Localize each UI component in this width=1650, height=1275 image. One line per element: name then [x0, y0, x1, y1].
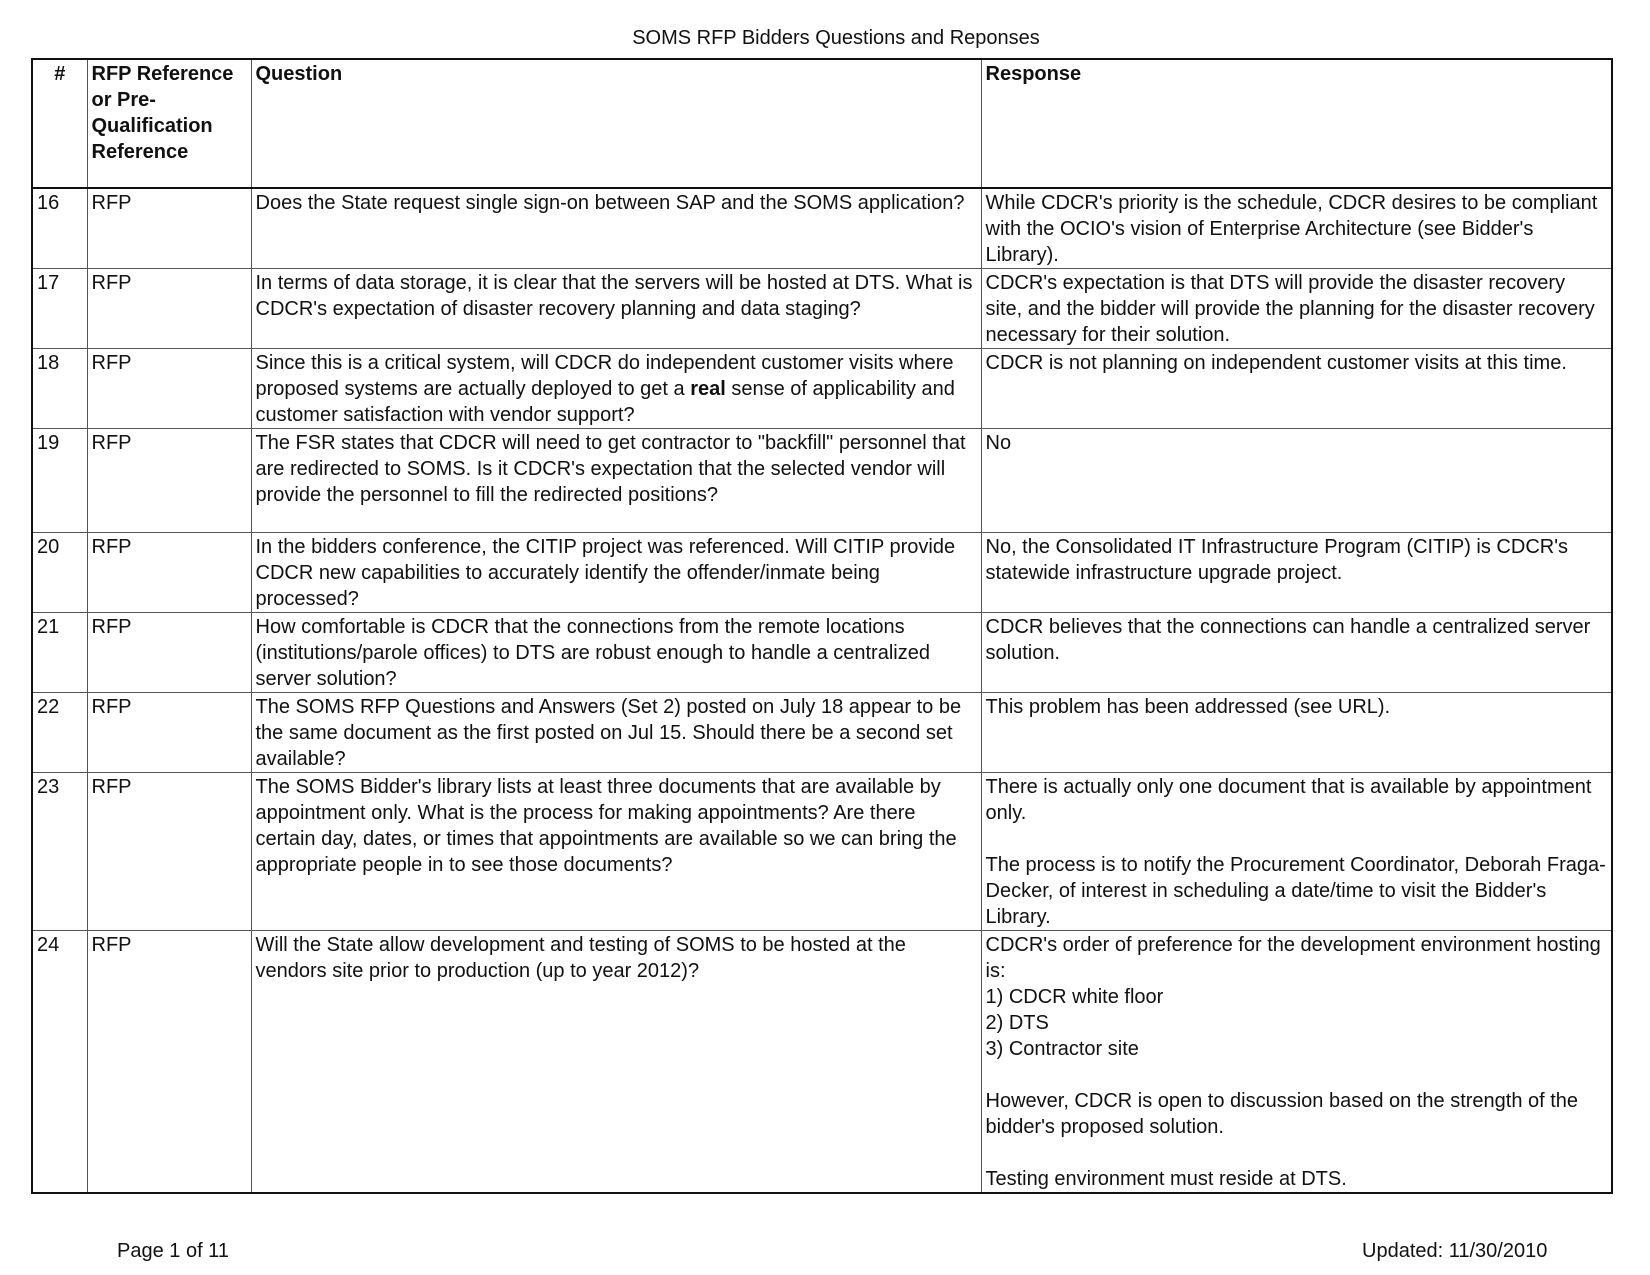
- row-question: Does the State request single sign-on between SAP and the SOMS application?: [251, 188, 981, 269]
- document-title: SOMS RFP Bidders Questions and Reponses: [632, 27, 1040, 49]
- row-reference: RFP: [87, 269, 251, 349]
- row-reference: RFP: [87, 693, 251, 773]
- row-question: In terms of data storage, it is clear that the servers will be hosted at DTS. What is CDCR's expectation of disaster recovery planning and data staging?: [251, 269, 981, 349]
- row-number: 23: [32, 773, 87, 931]
- row-reference: RFP: [87, 931, 251, 1194]
- row-reference: RFP: [87, 613, 251, 693]
- row-number: 21: [32, 613, 87, 693]
- table-row: [32, 349, 1612, 429]
- qa-table: [31, 58, 1613, 1194]
- header-response: Response: [981, 59, 1612, 188]
- row-response: No, the Consolidated IT Infrastructure Program (CITIP) is CDCR's statewide infrastructure upgrade project.: [981, 533, 1612, 613]
- row-reference: RFP: [87, 429, 251, 533]
- header-row: [32, 59, 1612, 188]
- row-question: [251, 349, 981, 429]
- row-question: The FSR states that CDCR will need to get contractor to "backfill" personnel that are redirected to SOMS. Is it CDCR's expectation that the selected vendor will provide the personnel to fill the redirected positions?: [251, 429, 981, 533]
- row-number: 17: [32, 269, 87, 349]
- row-question: Will the State allow development and testing of SOMS to be hosted at the vendors site prior to production (up to year 2012)?: [251, 931, 981, 1194]
- question-text: sense of applicability and customer satisfaction with vendor support?: [255, 378, 955, 426]
- row-reference: RFP: [87, 533, 251, 613]
- row-response: No: [981, 429, 1612, 533]
- row-response: CDCR is not planning on independent customer visits at this time.: [981, 349, 1612, 429]
- row-question: In the bidders conference, the CITIP project was referenced. Will CITIP provide CDCR new capabilities to accurately identify the offender/inmate being processed?: [251, 533, 981, 613]
- row-number: 19: [32, 429, 87, 533]
- row-response: There is actually only one document that is available by appointment only. The process is to notify the Procurement Coordinator, Deborah Fraga-Decker, of interest in scheduling a date/time to visit the Bidder's Library.: [981, 773, 1612, 931]
- row-response: While CDCR's priority is the schedule, CDCR desires to be compliant with the OCIO's vision of Enterprise Architecture (see Bidder's Library).: [981, 188, 1612, 269]
- table-row: [32, 931, 1612, 1194]
- updated-date: Updated: 11/30/2010: [1362, 1240, 1548, 1262]
- page-number: Page 1 of 11: [117, 1240, 229, 1262]
- table-row: [32, 188, 1612, 269]
- question-text: Since this is a critical system, will CDCR do independent customer visits where proposed systems are actually deployed to get a: [255, 352, 954, 400]
- row-number: 18: [32, 349, 87, 429]
- row-question: How comfortable is CDCR that the connections from the remote locations (institutions/parole offices) to DTS are robust enough to handle a centralized server solution?: [251, 613, 981, 693]
- header-number: #: [32, 59, 87, 188]
- row-response: CDCR's expectation is that DTS will provide the disaster recovery site, and the bidder will provide the planning for the disaster recovery necessary for their solution.: [981, 269, 1612, 349]
- row-number: 16: [32, 188, 87, 269]
- row-reference: RFP: [87, 349, 251, 429]
- table-row: [32, 533, 1612, 613]
- row-response: CDCR's order of preference for the development environment hosting is: 1) CDCR white floor 2) DTS 3) Contractor site However, CDCR is open to discussion based on the strength of the bidder's proposed solution. Testing environment must reside at DTS.: [981, 931, 1612, 1194]
- table-row: [32, 613, 1612, 693]
- table-row: [32, 693, 1612, 773]
- table-row: [32, 429, 1612, 533]
- header-question: Question: [251, 59, 981, 188]
- row-number: 24: [32, 931, 87, 1194]
- table-row: [32, 773, 1612, 931]
- question-emphasis: real: [690, 378, 726, 400]
- row-response: CDCR believes that the connections can handle a centralized server solution.: [981, 613, 1612, 693]
- row-number: 20: [32, 533, 87, 613]
- row-reference: RFP: [87, 773, 251, 931]
- row-question: The SOMS Bidder's library lists at least three documents that are available by appointment only. What is the process for making appointments? Are there certain day, dates, or times that appointments are available so we can bring the appropriate people in to see those documents?: [251, 773, 981, 931]
- row-reference: RFP: [87, 188, 251, 269]
- row-number: 22: [32, 693, 87, 773]
- row-response: This problem has been addressed (see URL).: [981, 693, 1612, 773]
- table-row: [32, 269, 1612, 349]
- header-rfp-reference: RFP Reference or Pre-Qualification Reference: [87, 59, 251, 188]
- row-question: The SOMS RFP Questions and Answers (Set 2) posted on July 18 appear to be the same document as the first posted on Jul 15. Should there be a second set available?: [251, 693, 981, 773]
